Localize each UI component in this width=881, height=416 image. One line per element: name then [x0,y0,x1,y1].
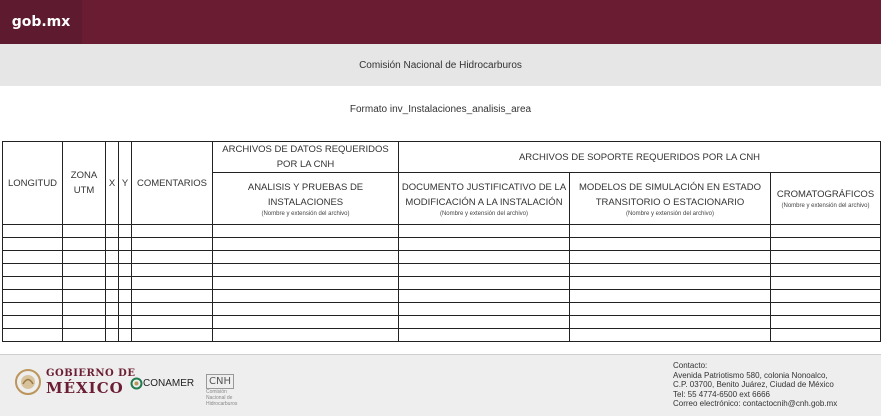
table-cell[interactable] [119,316,132,329]
contact-address-1: Avenida Patriotismo 580, colonia Nonoalco, [673,370,828,380]
conamer-label: CONAMER [143,378,195,389]
table-cell[interactable] [570,225,771,238]
table-cell[interactable] [119,277,132,290]
table-cell[interactable] [119,303,132,316]
table-cell[interactable] [106,264,119,277]
table-cell[interactable] [3,251,63,264]
table-cell[interactable] [106,251,119,264]
header-comentarios: COMENTARIOS [132,142,213,225]
table-cell[interactable] [399,251,570,264]
gob-mx-logo-link[interactable]: gob.mx [0,0,82,44]
table-cell[interactable] [106,277,119,290]
table-cell[interactable] [570,251,771,264]
table-cell[interactable] [570,290,771,303]
table-row [3,251,881,264]
table-row [3,238,881,251]
table-cell[interactable] [132,316,213,329]
table-cell[interactable] [3,329,63,342]
table-cell[interactable] [213,264,399,277]
header-analisis-note: (Nombre y extensión del archivo) [261,210,350,217]
conamer-logo[interactable] [130,377,194,390]
table-cell[interactable] [399,316,570,329]
header-modelos-note: (Nombre y extensión del archivo) [625,210,715,217]
table-row [3,225,881,238]
gobierno-mexico-logo[interactable] [14,367,135,397]
agency-bar [0,44,881,86]
header-documento-label: DOCUMENTO JUSTIFICATIVO DE LA MODIFICACIÓN A LA INSTALACIÓN [401,181,567,208]
table-cell[interactable] [213,303,399,316]
gobierno-line1: GOBIERNO DE [46,368,136,379]
table-cell[interactable] [63,251,106,264]
header-documento [399,173,570,225]
table-cell[interactable] [399,238,570,251]
table-cell[interactable] [132,225,213,238]
table-cell[interactable] [771,225,881,238]
table-cell[interactable] [132,290,213,303]
table-row [3,329,881,342]
header-modelos-label: MODELOS DE SIMULACIÓN EN ESTADO TRANSITORIO O ESTACIONARIO [579,181,761,208]
cnh-subtitle: Comisión Nacional de Hidrocarburos [206,389,238,407]
header-modelos [570,173,771,225]
table-cell[interactable] [106,329,119,342]
table-cell[interactable] [119,290,132,303]
table-cell[interactable] [132,251,213,264]
table-cell[interactable] [63,225,106,238]
table-cell[interactable] [132,264,213,277]
cnh-label: CNH [206,374,234,389]
table-cell[interactable] [3,303,63,316]
table-cell[interactable] [63,329,106,342]
table-cell[interactable] [119,264,132,277]
header-longitud: LONGITUD [3,142,63,225]
table-cell[interactable] [106,316,119,329]
footer [0,354,881,416]
table-cell[interactable] [63,264,106,277]
header-x: X [106,142,119,225]
table-cell[interactable] [399,329,570,342]
table-cell[interactable] [399,290,570,303]
table-cell[interactable] [213,225,399,238]
table-cell[interactable] [771,251,881,264]
table-cell[interactable] [213,290,399,303]
group-header-soporte: ARCHIVOS DE SOPORTE REQUERIDOS POR LA CNH [399,142,881,173]
table-row [3,316,881,329]
table-cell[interactable] [399,264,570,277]
contact-email[interactable]: Correo electrónico: contactocnih@cnh.gob.mx [673,399,838,409]
table-cell[interactable] [213,277,399,290]
table-cell[interactable] [3,225,63,238]
gobierno-line2: MÉXICO [46,379,124,397]
table-cell[interactable] [771,316,881,329]
table-cell[interactable] [63,303,106,316]
header-cromatograficos-note: (Nombre y extensión del archivo) [781,203,870,209]
contact-block [673,361,837,409]
table-cell[interactable] [132,277,213,290]
table-cell[interactable] [132,238,213,251]
table-row [3,290,881,303]
table-cell[interactable] [3,264,63,277]
header-analisis-label: ANALISIS Y PRUEBAS DE INSTALACIONES [247,181,364,208]
table-cell[interactable] [119,251,132,264]
header-zona-utm: ZONA UTM [63,142,106,225]
group-header-datos: ARCHIVOS DE DATOS REQUERIDOS POR LA CNH [213,142,399,173]
contact-address-2: C.P. 03700, Benito Juárez, Ciudad de México [673,380,834,390]
table-row [3,264,881,277]
header-documento-note: (Nombre y extensión del archivo) [439,210,529,217]
data-table [2,141,881,342]
table-cell[interactable] [106,238,119,251]
table-cell[interactable] [119,225,132,238]
table-cell[interactable] [3,316,63,329]
cnh-logo[interactable] [206,371,238,407]
table-cell[interactable] [399,225,570,238]
agency-title: Comisión Nacional de Hidrocarburos [359,59,522,71]
table-cell[interactable] [771,290,881,303]
conamer-icon [130,377,143,390]
table-cell[interactable] [771,303,881,316]
table-cell[interactable] [570,238,771,251]
table-cell[interactable] [213,238,399,251]
table-row [3,303,881,316]
table-row [3,277,881,290]
table-cell[interactable] [63,277,106,290]
table-cell[interactable] [119,238,132,251]
table-cell[interactable] [106,225,119,238]
top-bar [0,0,881,44]
table-cell[interactable] [771,277,881,290]
table-cell[interactable] [399,303,570,316]
table-cell[interactable] [570,277,771,290]
header-y: Y [119,142,132,225]
table-cell[interactable] [3,290,63,303]
header-cromatograficos-label: CROMATOGRÁFICOS [776,189,875,200]
contact-phone: Tel: 55 4774-6500 ext 6666 [673,389,770,399]
table-cell[interactable] [399,277,570,290]
table-cell[interactable] [63,316,106,329]
table-cell[interactable] [771,238,881,251]
table-cell[interactable] [570,316,771,329]
table-cell[interactable] [63,238,106,251]
table-cell[interactable] [106,303,119,316]
table-cell[interactable] [570,303,771,316]
table-cell[interactable] [213,329,399,342]
form-title: Formato inv_Instalaciones_analisis_area [349,104,532,115]
table-cell[interactable] [63,290,106,303]
table-cell[interactable] [570,329,771,342]
table-cell[interactable] [119,329,132,342]
national-emblem-icon [14,367,42,397]
table-cell[interactable] [213,316,399,329]
table-cell[interactable] [570,264,771,277]
header-cromatograficos [771,173,881,225]
contact-label: Contacto: [673,361,708,370]
table-cell[interactable] [771,264,881,277]
table-cell[interactable] [3,277,63,290]
table-cell[interactable] [132,303,213,316]
table-cell[interactable] [213,251,399,264]
header-analisis [213,173,399,225]
table-cell[interactable] [771,329,881,342]
table-cell[interactable] [3,238,63,251]
table-cell[interactable] [132,329,213,342]
table-cell[interactable] [106,290,119,303]
